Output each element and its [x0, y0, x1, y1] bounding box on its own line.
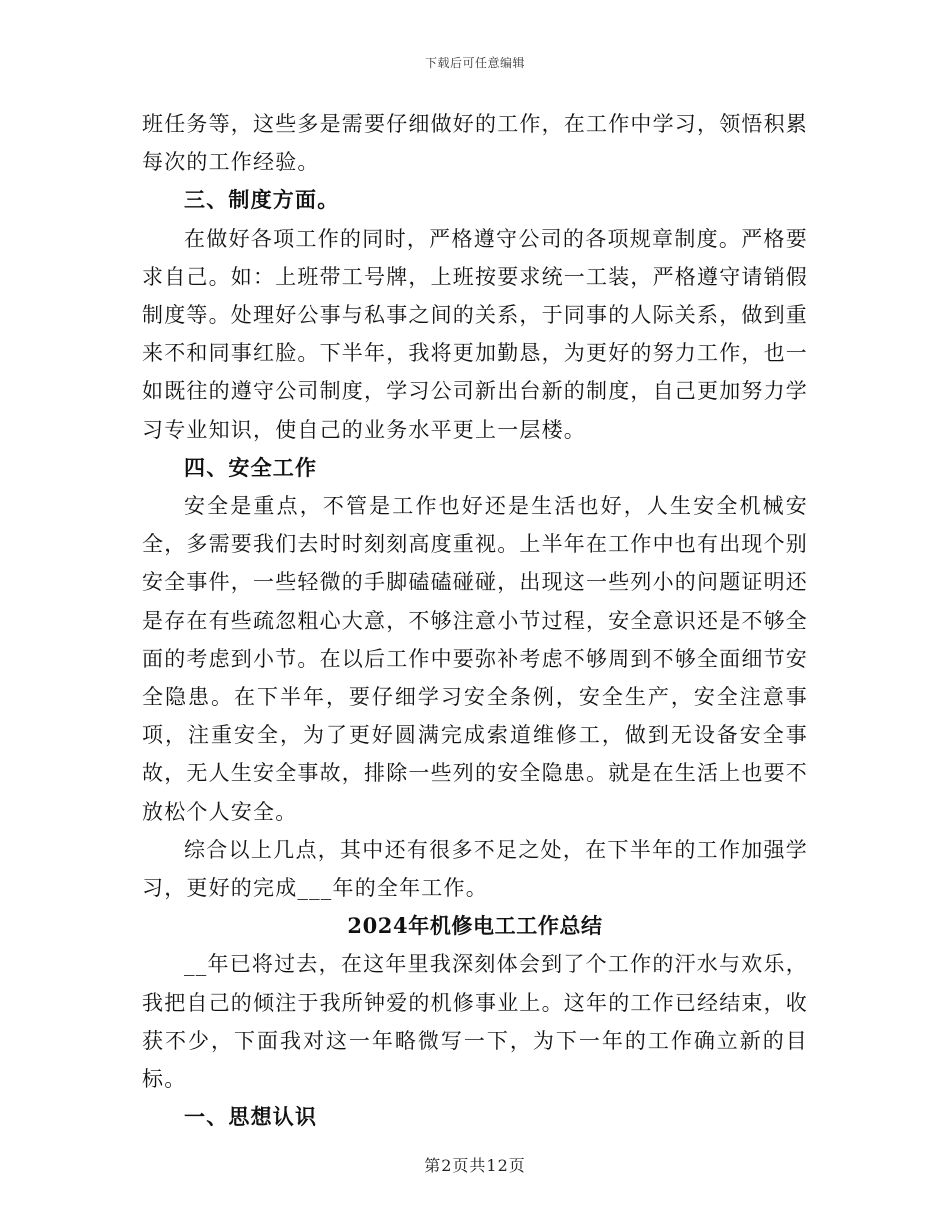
paragraph-intro: __年已将过去，在这年里我深刻体会到了个工作的汗水与欢乐，我把自己的倾注于我所钟爱的机修事业上。这年的工作已经结束，收获不少，下面我对这一年略微写一下，为下一年的工作确立新的目标。 [142, 952, 808, 1092]
paragraph-continuation: 班任务等，这些多是需要仔细做好的工作，在工作中学习，领悟积累每次的工作经验。 [142, 112, 808, 175]
section-heading-safety: 四、安全工作 [184, 454, 318, 480]
paragraph-system: 在做好各项工作的同时，严格遵守公司的各项规章制度。严格要求自己。如：上班带工号牌，上班按要求统一工装，严格遵守请销假制度等。处理好公事与私事之间的关系，于同事的人际关系，做到重来不和同事红脸。下半年，我将更加勤恳，为更好的努力工作，也一如既往的遵守公司制度，学习公司新出台新的制度，自己更加努力学习专业知识，使自己的业务水平更上一层楼。 [142, 226, 808, 442]
document-title: 2024年机修电工工作总结 [347, 913, 603, 939]
header-note: 下载后可任意编辑 [424, 56, 525, 70]
document-body [142, 105, 808, 1136]
paragraph-safety: 安全是重点，不管是工作也好还是生活也好，人生安全机械安全，多需要我们去时时刻刻高度重视。上半年在工作中也有出现个别安全事件，一些轻微的手脚磕磕碰碰，出现这一些列小的问题证明还是存在有些疏忽粗心大意，不够注意小节过程，安全意识还是不够全面的考虑到小节。在以后工作中要弥补考虑不够周到不够全面细节安全隐患。在下半年，要仔细学习安全条例，安全生产，安全注意事项，注重安全，为了更好圆满完成索道维修工，做到无设备安全事故，无人生安全事故，排除一些列的安全隐患。就是在生活上也要不放松个人安全。 [142, 494, 808, 824]
section-heading-thinking: 一、思想认识 [184, 1104, 318, 1130]
paragraph-summary: 综合以上几点，其中还有很多不足之处，在下半年的工作加强学习，更好的完成___年的全年工作。 [142, 837, 808, 901]
page-number: 第2页共12页 [424, 1156, 526, 1175]
section-heading-system: 三、制度方面。 [184, 187, 340, 213]
